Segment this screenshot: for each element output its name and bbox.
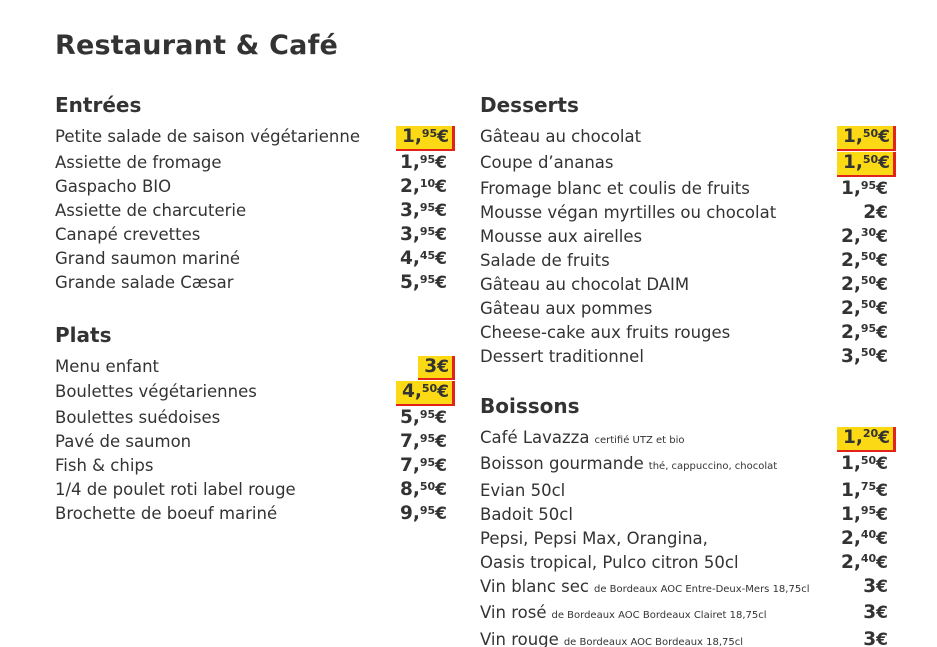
menu-item-label bbox=[55, 454, 153, 478]
menu-item-label bbox=[55, 355, 159, 379]
price-cents: 95 bbox=[419, 455, 436, 469]
price-euros: 2 bbox=[840, 321, 854, 343]
currency-symbol: € bbox=[435, 273, 447, 293]
currency-symbol: € bbox=[876, 274, 888, 295]
menu-item-name: Pepsi, Pepsi Max, Orangina, bbox=[480, 528, 708, 548]
price-euros: 1 bbox=[401, 126, 415, 147]
price-cents: 40 bbox=[860, 528, 877, 542]
currency-symbol: € bbox=[876, 250, 888, 271]
decimal-separator: , bbox=[853, 321, 861, 343]
price-cents: 95 bbox=[419, 503, 436, 517]
currency-symbol: € bbox=[876, 504, 888, 525]
menu-item-name: Fish & chips bbox=[55, 456, 154, 475]
currency-symbol: € bbox=[878, 427, 890, 448]
menu-item-label bbox=[480, 151, 614, 175]
price-cents: 95 bbox=[860, 322, 877, 336]
section-title: Entrées bbox=[55, 93, 142, 117]
decimal-separator: , bbox=[412, 200, 420, 221]
left-column bbox=[55, 92, 447, 526]
currency-symbol: € bbox=[435, 201, 447, 221]
price-cents: 50 bbox=[860, 274, 877, 288]
menu-item-row bbox=[480, 125, 888, 151]
price-cents: 95 bbox=[419, 152, 436, 166]
price-cents: 95 bbox=[860, 178, 877, 192]
menu-item-name: Assiette de fromage bbox=[55, 153, 222, 172]
price-euros: 7 bbox=[399, 455, 413, 476]
menu-item-row bbox=[55, 223, 447, 247]
decimal-separator: , bbox=[855, 152, 863, 173]
menu-item-name: Pavé de saumon bbox=[55, 432, 192, 451]
currency-symbol: € bbox=[437, 382, 449, 402]
price-cents: 95 bbox=[421, 126, 438, 140]
menu-item-row bbox=[480, 151, 888, 177]
menu-item-subtext: de Bordeaux AOC Bordeaux Clairet 18,75cl bbox=[551, 610, 767, 621]
currency-symbol: € bbox=[876, 480, 888, 501]
menu-item-name: Gâteau aux pommes bbox=[480, 298, 653, 318]
menu-item-row bbox=[480, 601, 888, 628]
price-euros: 4 bbox=[401, 381, 415, 402]
currency-symbol: € bbox=[435, 480, 447, 500]
menu-item-label bbox=[55, 406, 220, 430]
currency-symbol: € bbox=[878, 127, 890, 147]
price-cents: 95 bbox=[419, 431, 436, 445]
menu-item-row bbox=[480, 575, 888, 602]
price-cents: 75 bbox=[860, 480, 877, 494]
menu-item-name: Badoit 50cl bbox=[480, 504, 573, 524]
menu-item-name: Petite salade de saison végétarienne bbox=[55, 127, 360, 146]
menu-item-name: Mousse aux airelles bbox=[480, 226, 643, 246]
price-highlighted bbox=[837, 427, 896, 452]
price-euros: 1 bbox=[840, 453, 854, 474]
currency-symbol: € bbox=[435, 408, 447, 428]
menu-item-row bbox=[55, 271, 447, 295]
price-euros: 4 bbox=[399, 248, 413, 269]
decimal-separator: , bbox=[855, 126, 863, 147]
menu-item-name: Boisson gourmande bbox=[480, 454, 644, 473]
menu-item-row bbox=[480, 321, 888, 345]
price bbox=[841, 528, 888, 551]
menu-item-row bbox=[55, 502, 447, 526]
menu-item-label bbox=[55, 502, 277, 526]
menu-item-label bbox=[55, 271, 234, 295]
menu-item-name: Brochette de boeuf mariné bbox=[55, 504, 278, 523]
section-title: Boissons bbox=[480, 393, 580, 418]
decimal-separator: , bbox=[853, 527, 861, 549]
decimal-separator: , bbox=[412, 176, 420, 197]
menu-item-subtext: certifié UTZ et bio bbox=[594, 434, 685, 446]
menu-item-name: Dessert traditionnel bbox=[480, 346, 644, 366]
decimal-separator: , bbox=[853, 225, 861, 247]
menu-item-name: 1/4 de poulet roti label rouge bbox=[55, 480, 296, 499]
decimal-separator: , bbox=[414, 126, 422, 147]
price-euros: 1 bbox=[840, 479, 854, 501]
decimal-separator: , bbox=[414, 381, 422, 402]
price bbox=[841, 322, 888, 345]
price-euros: 2 bbox=[840, 297, 854, 319]
price-euros: 3 bbox=[399, 224, 413, 245]
menu-item-name: Fromage blanc et coulis de fruits bbox=[480, 179, 750, 198]
price-euros: 3 bbox=[424, 356, 438, 377]
menu-item-row bbox=[480, 345, 888, 369]
decimal-separator: , bbox=[412, 407, 420, 428]
price-highlighted bbox=[396, 381, 455, 406]
menu-item-label bbox=[480, 297, 652, 321]
price-euros: 1 bbox=[842, 426, 856, 448]
menu-item-row bbox=[480, 249, 888, 273]
decimal-separator: , bbox=[412, 455, 420, 476]
price bbox=[863, 629, 888, 647]
menu-item-label bbox=[480, 273, 689, 297]
price-euros: 3 bbox=[863, 575, 877, 597]
price-euros: 5 bbox=[399, 272, 413, 293]
menu-item-row bbox=[480, 426, 888, 453]
price-cents: 95 bbox=[419, 407, 436, 421]
menu-item-subtext: de Bordeaux AOC Bordeaux 18,75cl bbox=[563, 636, 744, 647]
menu-item-row bbox=[55, 430, 447, 454]
price bbox=[400, 152, 447, 175]
menu-item-row bbox=[480, 628, 888, 647]
decimal-separator: , bbox=[412, 479, 420, 500]
currency-symbol: € bbox=[876, 179, 888, 199]
price bbox=[841, 226, 888, 249]
menu-item-subtext: thé, cappuccino, chocolat bbox=[648, 461, 778, 472]
price bbox=[841, 504, 888, 527]
price-euros: 1 bbox=[840, 178, 854, 199]
price-cents: 95 bbox=[419, 272, 436, 286]
menu-item-name: Boulettes végétariennes bbox=[55, 382, 257, 401]
price-euros: 2 bbox=[399, 176, 413, 197]
menu-item-name: Menu enfant bbox=[55, 357, 160, 376]
menu-item-row bbox=[480, 201, 888, 225]
menu-item-name: Cheese-cake aux fruits rouges bbox=[480, 322, 731, 342]
currency-symbol: € bbox=[876, 454, 888, 474]
decimal-separator: , bbox=[853, 297, 861, 319]
menu-item-label bbox=[480, 225, 642, 249]
price bbox=[400, 479, 447, 502]
currency-symbol: € bbox=[876, 322, 888, 343]
price-cents: 50 bbox=[862, 126, 879, 140]
menu-item-label bbox=[480, 479, 565, 503]
menu-item-label bbox=[55, 223, 200, 247]
menu-item-row bbox=[55, 380, 447, 406]
price bbox=[841, 453, 888, 476]
menu-item-label bbox=[55, 151, 222, 175]
section-title: Plats bbox=[55, 323, 112, 347]
menu-columns bbox=[55, 92, 888, 647]
price-euros: 2 bbox=[840, 273, 854, 295]
price bbox=[863, 576, 888, 598]
price-cents: 10 bbox=[419, 176, 436, 190]
menu-item-name: Assiette de charcuterie bbox=[55, 201, 247, 220]
decimal-separator: , bbox=[853, 178, 861, 199]
menu-item-label bbox=[480, 345, 644, 369]
price-euros: 9 bbox=[399, 503, 413, 524]
price-highlighted bbox=[837, 152, 896, 177]
decimal-separator: , bbox=[853, 503, 861, 525]
menu-item-name: Mousse végan myrtilles ou chocolat bbox=[480, 203, 777, 222]
menu-item-name: Vin rouge bbox=[480, 629, 559, 647]
currency-symbol: € bbox=[876, 226, 888, 247]
price bbox=[841, 274, 888, 297]
price-highlighted bbox=[396, 126, 455, 151]
price bbox=[400, 176, 447, 199]
price bbox=[400, 455, 447, 478]
menu-item-name: Grande salade Cæsar bbox=[55, 273, 234, 292]
price-cents: 45 bbox=[419, 248, 436, 262]
decimal-separator: , bbox=[853, 551, 861, 573]
price bbox=[841, 250, 888, 273]
menu-item-name: Café Lavazza bbox=[480, 427, 590, 447]
price-euros: 2 bbox=[863, 202, 877, 223]
decimal-separator: , bbox=[412, 224, 420, 245]
price-euros: 2 bbox=[840, 527, 854, 549]
price-cents: 50 bbox=[419, 479, 436, 493]
menu-item-label bbox=[480, 628, 743, 647]
currency-symbol: € bbox=[435, 456, 447, 476]
price-euros: 1 bbox=[840, 503, 854, 525]
currency-symbol: € bbox=[876, 528, 888, 549]
menu-item-label bbox=[55, 199, 246, 223]
decimal-separator: , bbox=[853, 345, 861, 367]
menu-item-row bbox=[55, 175, 447, 199]
section-desserts bbox=[480, 92, 888, 369]
price-euros: 3 bbox=[863, 602, 877, 623]
price bbox=[841, 480, 888, 503]
price-cents: 50 bbox=[860, 346, 877, 360]
menu-item-row bbox=[55, 125, 447, 151]
menu-item-label bbox=[55, 125, 360, 149]
price-cents: 20 bbox=[862, 427, 879, 441]
menu-item-name: Gaspacho BIO bbox=[55, 177, 172, 196]
price-cents: 50 bbox=[860, 298, 877, 312]
currency-symbol: € bbox=[876, 629, 888, 647]
menu-item-row bbox=[55, 454, 447, 478]
menu-item-label bbox=[480, 551, 739, 575]
price-cents: 95 bbox=[419, 224, 436, 238]
price-cents: 95 bbox=[419, 200, 436, 214]
price bbox=[841, 178, 888, 201]
currency-symbol: € bbox=[435, 249, 447, 269]
price-euros: 3 bbox=[399, 200, 413, 221]
menu-item-name: Grand saumon mariné bbox=[55, 249, 241, 268]
currency-symbol: € bbox=[876, 552, 888, 573]
menu-item-row bbox=[480, 479, 888, 503]
price-cents: 40 bbox=[860, 552, 877, 566]
price-euros: 7 bbox=[399, 431, 413, 452]
decimal-separator: , bbox=[853, 273, 861, 295]
decimal-separator: , bbox=[853, 479, 861, 501]
menu-item-label bbox=[480, 321, 730, 345]
price-euros: 2 bbox=[840, 551, 854, 573]
decimal-separator: , bbox=[412, 503, 420, 524]
menu-item-label bbox=[55, 247, 240, 271]
price bbox=[841, 552, 888, 575]
currency-symbol: € bbox=[876, 346, 888, 367]
menu-item-row bbox=[480, 297, 888, 321]
price-euros: 2 bbox=[840, 249, 854, 271]
section-plats bbox=[55, 322, 447, 526]
price bbox=[400, 224, 447, 247]
menu-item-row bbox=[55, 478, 447, 502]
price-cents: 50 bbox=[860, 250, 877, 264]
menu-item-label bbox=[480, 452, 777, 479]
price-euros: 8 bbox=[399, 479, 413, 500]
menu-item-name: Vin rosé bbox=[480, 603, 547, 622]
price bbox=[400, 200, 447, 223]
menu-item-label bbox=[480, 125, 641, 149]
price-euros: 1 bbox=[842, 152, 856, 173]
price bbox=[400, 248, 447, 271]
menu-item-name: Evian 50cl bbox=[480, 480, 566, 500]
menu-item-name: Coupe d’ananas bbox=[480, 153, 614, 172]
menu-item-row bbox=[55, 151, 447, 175]
currency-symbol: € bbox=[437, 127, 449, 147]
price-euros: 2 bbox=[840, 225, 854, 247]
price bbox=[400, 407, 447, 430]
price bbox=[863, 602, 888, 624]
price-cents: 50 bbox=[860, 453, 877, 467]
decimal-separator: , bbox=[412, 248, 420, 269]
price-highlighted bbox=[418, 356, 455, 380]
menu-item-row bbox=[55, 247, 447, 271]
currency-symbol: € bbox=[876, 203, 888, 223]
menu-item-row bbox=[480, 503, 888, 527]
menu-item-name: Gâteau au chocolat DAIM bbox=[480, 274, 690, 294]
menu-item-name: Salade de fruits bbox=[480, 250, 610, 270]
currency-symbol: € bbox=[876, 298, 888, 319]
decimal-separator: , bbox=[412, 272, 420, 293]
menu-item-label bbox=[480, 527, 708, 551]
section-entrees bbox=[55, 92, 447, 295]
menu-item-row bbox=[480, 273, 888, 297]
currency-symbol: € bbox=[435, 225, 447, 245]
menu-item-label bbox=[480, 177, 750, 201]
decimal-separator: , bbox=[853, 249, 861, 271]
menu-item-label bbox=[480, 201, 776, 225]
menu-item-label bbox=[480, 575, 809, 602]
price-highlighted bbox=[837, 126, 896, 151]
menu-item-row bbox=[480, 527, 888, 551]
price bbox=[841, 346, 888, 369]
menu-item-name: Oasis tropical, Pulco citron 50cl bbox=[480, 552, 739, 572]
price-cents: 95 bbox=[860, 504, 877, 518]
currency-symbol: € bbox=[876, 576, 888, 597]
price bbox=[400, 431, 447, 454]
currency-symbol: € bbox=[435, 432, 447, 452]
price-euros: 3 bbox=[840, 345, 854, 367]
menu-item-label bbox=[480, 601, 767, 628]
menu-item-name: Vin blanc sec bbox=[480, 576, 589, 596]
menu-item-row bbox=[480, 225, 888, 249]
price bbox=[400, 503, 447, 526]
menu-item-row bbox=[55, 355, 447, 380]
menu-item-label bbox=[480, 503, 573, 527]
price-euros: 5 bbox=[399, 407, 413, 428]
price bbox=[400, 272, 447, 295]
menu-item-row bbox=[480, 177, 888, 201]
menu-item-label bbox=[55, 175, 171, 199]
price-cents: 50 bbox=[421, 381, 438, 395]
decimal-separator: , bbox=[412, 431, 420, 452]
currency-symbol: € bbox=[435, 153, 447, 173]
menu-item-label bbox=[480, 426, 685, 453]
decimal-separator: , bbox=[412, 152, 420, 173]
price-euros: 3 bbox=[863, 628, 877, 647]
menu-item-label bbox=[55, 430, 191, 454]
menu-item-row bbox=[55, 199, 447, 223]
section-boissons bbox=[480, 393, 888, 647]
section-title: Desserts bbox=[480, 93, 579, 117]
currency-symbol: € bbox=[878, 153, 890, 173]
currency-symbol: € bbox=[437, 357, 449, 377]
menu-item-row bbox=[55, 406, 447, 430]
currency-symbol: € bbox=[435, 504, 447, 524]
currency-symbol: € bbox=[876, 603, 888, 623]
right-column bbox=[480, 92, 888, 647]
currency-symbol: € bbox=[435, 177, 447, 197]
decimal-separator: , bbox=[855, 426, 863, 448]
menu-item-row bbox=[480, 452, 888, 479]
price-euros: 1 bbox=[842, 126, 856, 147]
menu-item-name: Gâteau au chocolat bbox=[480, 127, 642, 146]
menu-item-name: Canapé crevettes bbox=[55, 225, 201, 244]
menu-item-row bbox=[480, 551, 888, 575]
menu-item-label bbox=[55, 380, 257, 404]
decimal-separator: , bbox=[853, 453, 861, 474]
page-title: Restaurant & Café bbox=[55, 30, 339, 61]
price-cents: 30 bbox=[860, 226, 877, 240]
price bbox=[841, 298, 888, 321]
menu-item-name: Boulettes suédoises bbox=[55, 408, 221, 427]
price-cents: 50 bbox=[862, 152, 879, 166]
menu-item-label bbox=[55, 478, 296, 502]
price bbox=[863, 202, 888, 224]
price-euros: 1 bbox=[399, 152, 413, 173]
menu-item-label bbox=[480, 249, 610, 273]
menu-item-subtext: de Bordeaux AOC Entre-Deux-Mers 18,75cl bbox=[593, 583, 810, 595]
